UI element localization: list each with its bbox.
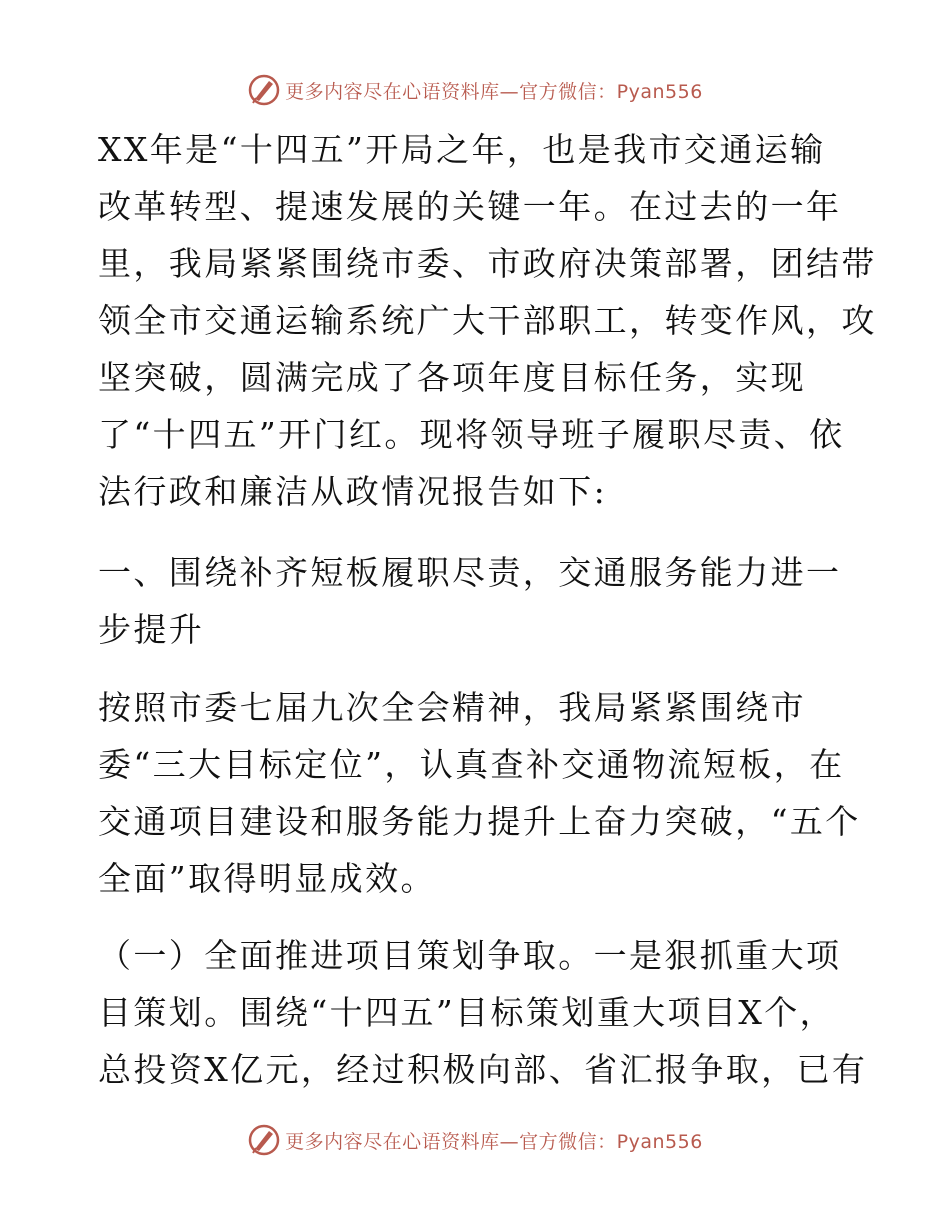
intro-line: 了“十四五”开门红。现将领导班子履职尽责、依 xyxy=(98,415,845,454)
section-heading-line: 步提升 xyxy=(98,610,205,649)
quill-pen-logo-icon xyxy=(247,73,281,107)
intro-line: 领全市交通运输系统广大干部职工，转变作风，攻 xyxy=(98,301,877,340)
paragraph-line: （一）全面推进项目策划争取。一是狠抓重大项 xyxy=(98,936,842,975)
paragraph-line: 交通项目建设和服务能力提升上奋力突破，“五个 xyxy=(98,802,861,841)
paragraph-line: 按照市委七届九次全会精神，我局紧紧围绕市 xyxy=(98,688,806,727)
paragraph-line: 委“三大目标定位”，认真查补交通物流短板，在 xyxy=(98,745,845,784)
watermark-text: 更多内容尽在心语资料库—官方微信：Pyan556 xyxy=(285,1130,703,1153)
header-watermark xyxy=(0,70,950,110)
paragraph-line: 全面”取得明显成效。 xyxy=(98,859,436,898)
quill-pen-logo-icon xyxy=(247,1123,281,1157)
intro-line: 法行政和廉洁从政情况报告如下: xyxy=(98,472,608,511)
paragraph-line: 总投资X亿元，经过积极向部、省汇报争取，已有 xyxy=(98,1050,868,1089)
intro-line: 坚突破，圆满完成了各项年度目标任务，实现 xyxy=(98,358,806,397)
paragraph-line: 目策划。围绕“十四五”目标策划重大项目X个， xyxy=(98,993,836,1032)
watermark-text: 更多内容尽在心语资料库—官方微信：Pyan556 xyxy=(285,80,703,103)
footer-watermark xyxy=(0,1120,950,1160)
intro-line: 里，我局紧紧围绕市委、市政府决策部署，团结带 xyxy=(98,244,877,283)
section-heading-line: 一、围绕补齐短板履职尽责，交通服务能力进一 xyxy=(98,553,842,592)
intro-line: 改革转型、提速发展的关键一年。在过去的一年 xyxy=(98,187,842,226)
intro-line: XX年是“十四五”开局之年，也是我市交通运输 xyxy=(98,130,826,169)
